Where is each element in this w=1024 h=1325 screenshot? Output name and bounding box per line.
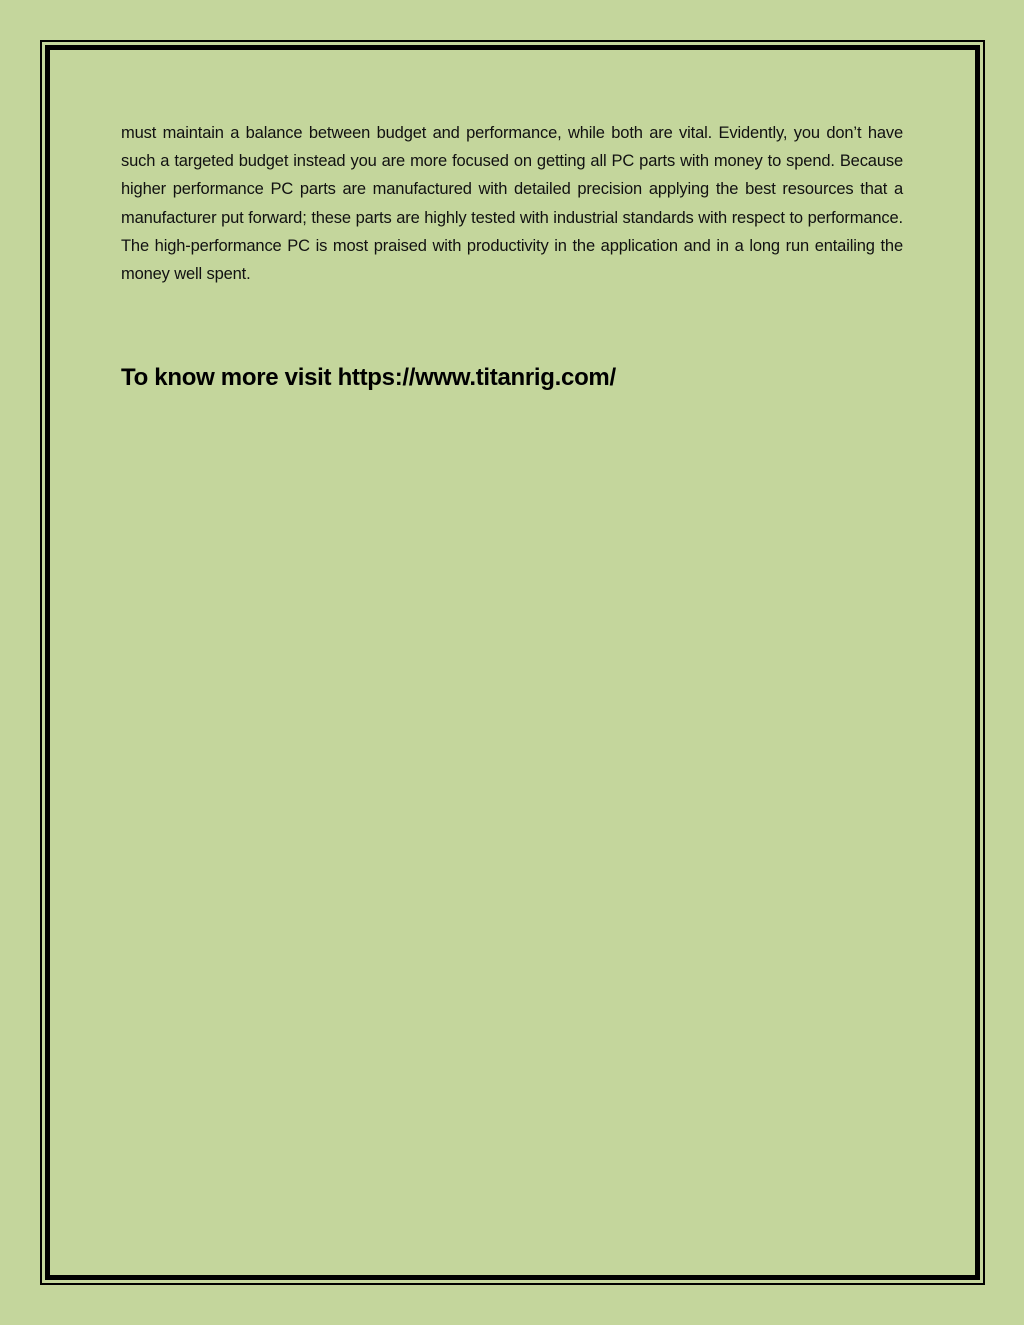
body-paragraph: must maintain a balance between budget and performance, while both are vital. Evidently, you don’t have such a targeted budget instead you are more focused on getting all PC parts with money to spend. Because higher performance PC parts are manufactured with detailed precision applying the best resources that a manufacturer put forward; these parts are highly tested with industrial standards with respect to performance. The high-performance PC is most praised with productivity in the application and in a long run entailing the money well spent.	[121, 124, 903, 284]
visit-website-line	[121, 362, 616, 394]
website-link[interactable]: https://www.titanrig.com/	[337, 364, 616, 391]
cta-prefix-text: To know more visit	[121, 364, 338, 391]
page-content	[121, 119, 903, 391]
